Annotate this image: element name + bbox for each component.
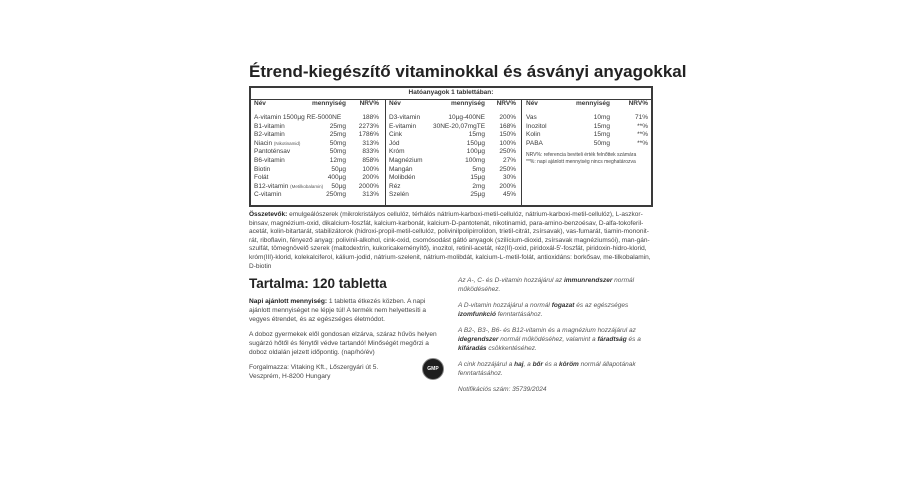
nutrient-name: B2-vitamin — [254, 131, 285, 139]
claim: A B2-, B3-, B6- és B12-vitamin és a magnézium hozzájárul az idegrendszer normál működéséhez, valamint a fáradtság és a kifáradás csökkentéséhez. — [458, 327, 641, 352]
nutrient-amount: 5mg — [472, 165, 485, 173]
nutrient-row — [389, 191, 517, 200]
nutrient-name: Magnézium — [389, 156, 423, 164]
nutrient-form: (Metilkobalamin) — [290, 183, 324, 189]
nutrient-name: Vas — [526, 114, 537, 121]
nutrient-amount: 15mg — [593, 131, 610, 139]
nutrient-amount: 15mg — [468, 131, 485, 139]
nutrient-nrv: 1786% — [358, 131, 379, 139]
nutrient-form: (Nikotinamid) — [273, 140, 301, 146]
nutrient-amount: 2mg — [472, 182, 485, 190]
nutrient-nrv: 250% — [499, 165, 516, 173]
nutrient-row — [526, 140, 650, 149]
header-nrv: NRV% — [359, 100, 379, 107]
nutrient-name: Folát — [254, 174, 269, 182]
nutrient-name: E-vitamin — [389, 122, 417, 130]
column-header — [389, 100, 517, 109]
nutrient-row — [254, 131, 381, 140]
nutrient-nrv: 150% — [499, 131, 516, 139]
nutrient-amount — [300, 114, 346, 123]
nutrient-name: B6-vitamin — [254, 156, 285, 164]
nutrient-row — [254, 157, 381, 166]
nutrient-nrv: 200% — [362, 174, 379, 182]
nrv-note: NRV%: referencia beviteli érték felnőttek számára — [526, 152, 637, 159]
nutrient-row — [254, 174, 381, 183]
nutrient-nrv: 45% — [502, 191, 516, 199]
nutrient-nrv: **% — [637, 122, 648, 130]
nutrient-column-1 — [254, 100, 381, 200]
claim: Az A-, C- és D-vitamin hozzájárul az immunrendszer normál működéséhez. — [458, 277, 635, 293]
nutrition-table — [249, 86, 653, 207]
nutrient-amount: 250mg — [326, 191, 346, 199]
nutrient-amount: 50µg — [331, 165, 346, 173]
nutrient-nrv: 833% — [362, 148, 379, 156]
nutrient-row — [389, 174, 517, 183]
nutrient-nrv: 188% — [362, 114, 379, 121]
nutrient-name: Cink — [389, 131, 403, 139]
nutrient-nrv: 250% — [499, 148, 516, 156]
column-header — [526, 100, 650, 109]
health-claims — [458, 277, 655, 403]
header-name: Név — [254, 100, 266, 107]
nutrient-amount: 150µg — [466, 139, 485, 147]
nutrient-nrv: 168% — [499, 122, 516, 130]
nutrient-nrv: **% — [637, 139, 648, 147]
nutrient-name: D3-vitamin — [389, 114, 421, 121]
nutrient-name: Króm — [389, 148, 405, 156]
nutrient-row — [389, 148, 517, 157]
nutrient-nrv: 2000% — [358, 182, 379, 190]
nutrient-amount: 100µg — [466, 148, 485, 156]
page-title: Étrend-kiegészítő vitaminokkal és ásványi anyagokkal — [249, 62, 687, 81]
usage-info — [249, 297, 447, 387]
header-nrv: NRV% — [628, 100, 648, 107]
header-amount: mennyiség — [576, 100, 610, 107]
nutrient-amount: 100mg — [465, 156, 485, 164]
ingredients-text: emulgeálószerek (mikrokristályos cellulóz, térhálós nátrium-karboxi-metil-cellulóz, nátrium-karboxi-metil-cellulóz), L-aszkor-binsav, magnézium-oxid, dikalcium-foszfát, kalcium-karbonát, kalcium-D-pantotenát, nikotinamid, para-amino-benzoésav, D-alfa-tokoferil-acetát, kolin-bitartarát, stabilizátorok (hidroxi-propil-metil-cellulóz, polivinilpolipirrolidon, trietil-citrát, zsírsavak), vas-fumarát, tiamin-mononit-rát, riboflavin, fényező anyag: polivinil-alkohol, cink-oxid, csomósodást gátló anyagok (szilícium-dioxid, zsírsavak magnéziumsói), man-gán-szulfát, tömegnövelő szerek (maltodextrin, kukoricakeményítő), inozitol, retinil-acetát, réz(II)-oxid, piridoxál-5'-foszfát, piridoxin-hidro-klorid, króm(III)-klorid, kolekalciferol, kálium-jodid, nátrium-szelenit, nátrium-molibdát, kalcium-L-metil-folát, antioxidáns: borkősav, me-tilkobalamin, D-biotin — [249, 211, 651, 270]
nutrient-name: Biotin — [254, 165, 271, 173]
claim: A D-vitamin hozzájárul a normál fogazat és az egészséges izomfunkció fenntartásához. — [458, 302, 629, 318]
nutrient-row — [389, 183, 517, 192]
nutrient-column-2 — [389, 100, 517, 200]
nutrient-amount: 10mg — [593, 114, 610, 121]
nutrient-row — [389, 140, 517, 149]
nutrient-row — [526, 114, 650, 123]
storage-paragraph: A doboz gyermekek elől gondosan elzárva, száraz hűvös helyen sugárzó hőtől és fénytől védve tartandó! Minőségét megőrzi a doboz oldalán jelzett időpontig. (nap/hó/év) — [249, 331, 437, 356]
dosage-paragraph — [249, 297, 447, 324]
column-divider — [385, 99, 386, 205]
nutrient-row — [389, 114, 517, 123]
nutrient-amount: 12mg — [329, 156, 346, 164]
nutrient-nrv: 71% — [634, 114, 648, 121]
nutrient-amount: 50mg — [329, 139, 346, 147]
nutrient-amount: 25mg — [329, 122, 346, 130]
nutrient-name: Kolin — [526, 131, 541, 139]
notification-number: Notifikációs szám: 35739/2024 — [458, 386, 547, 394]
nutrient-amount: 15µg — [470, 174, 485, 182]
nutrient-row — [254, 166, 381, 175]
nutrient-amount: 25mg — [329, 131, 346, 139]
nutrient-column-3 — [526, 100, 650, 165]
header-name: Név — [526, 100, 538, 107]
nutrient-nrv: 313% — [362, 139, 379, 147]
dosage-label: Napi ajánlott mennyiség: — [249, 298, 328, 305]
nrv-note: **%: napi ajánlott mennyiség nincs meghatározva — [526, 158, 636, 165]
contents-heading: Tartalma: 120 tabletta — [249, 276, 387, 291]
nutrient-nrv: 858% — [362, 156, 379, 164]
nutrient-name: Inozitol — [526, 122, 547, 130]
nutrient-nrv: 30% — [502, 174, 516, 182]
nutrient-amount: 25µg — [470, 191, 485, 199]
nutrient-row — [389, 123, 517, 132]
nutrient-name: Réz — [389, 182, 401, 190]
nutrient-row — [389, 166, 517, 175]
nutrient-name: Pantoténsav — [254, 148, 291, 156]
nutrient-name: Mangán — [389, 165, 413, 173]
nutrient-amount: 50mg — [593, 139, 610, 147]
nutrient-row — [254, 140, 381, 149]
nutrient-amount: 50µg — [331, 182, 346, 190]
nutrient-name: Molibdén — [389, 174, 416, 182]
header-nrv: NRV% — [496, 100, 516, 107]
ingredients — [249, 211, 654, 271]
nutrient-amount: 50mg — [329, 148, 346, 156]
distributor: Forgalmazza: Vitaking Kft., Lőszergyári út 5. Veszprém, H-8200 Hungary — [249, 364, 379, 380]
nutrient-nrv: 100% — [362, 165, 379, 173]
nutrient-amount: 30NE-20,07mgTE — [433, 122, 486, 130]
nutrient-nrv: 100% — [499, 139, 516, 147]
nutrient-row — [254, 114, 381, 123]
nutrient-row — [389, 157, 517, 166]
header-name: Név — [389, 100, 401, 107]
nutrient-name: PABA — [526, 139, 543, 147]
nutrient-nrv: 200% — [499, 114, 516, 121]
gmp-badge: GMP — [422, 358, 444, 380]
nutrient-name: Niacin (Nikotinamid) — [254, 139, 301, 147]
header-amount: mennyiség — [451, 100, 485, 107]
nutrient-row — [254, 191, 381, 200]
nutrient-row — [254, 148, 381, 157]
nutrient-row — [254, 123, 381, 132]
nutrient-row — [389, 131, 517, 140]
nutrient-nrv: **% — [637, 131, 648, 139]
nutrient-nrv: 27% — [502, 156, 516, 164]
nutrient-name: Szelén — [389, 191, 409, 199]
header-amount: mennyiség — [312, 100, 346, 107]
nutrient-row — [526, 131, 650, 140]
nutrient-name: B1-vitamin — [254, 122, 285, 130]
claim: A cink hozzájárul a haj, a bőr és a köröm normál állapotának fenntartásához. — [458, 361, 636, 377]
column-header — [254, 100, 381, 109]
nutrient-amount: 10µg-400NE — [448, 114, 485, 121]
nutrient-name: C-vitamin — [254, 191, 282, 199]
nutrient-row — [526, 123, 650, 132]
nutrient-name: A-vitamin 1500µg RE-5000NE — [254, 114, 342, 121]
nutrient-name: B12-vitamin (Metilkobalamin) — [254, 182, 324, 190]
table-caption: Hatóanyagok 1 tablettában: — [408, 89, 494, 96]
nutrient-name: Jód — [389, 139, 400, 147]
nutrient-nrv: 313% — [362, 191, 379, 199]
nutrient-amount: 400µg — [327, 174, 346, 182]
ingredients-label: Összetevők: — [249, 211, 288, 218]
nutrient-row — [254, 183, 381, 192]
nutrient-amount: 15mg — [593, 122, 610, 130]
column-divider — [521, 99, 522, 205]
dosage-text: 1 tabletta étkezés közben. A napi ajánlott mennyiséget ne lépje túl! A termék nem helyettesíti a vegyes étrendet, és az egészséges életmódot. — [249, 298, 427, 323]
nutrient-nrv: 200% — [499, 182, 516, 190]
nutrient-nrv: 2273% — [358, 122, 379, 130]
